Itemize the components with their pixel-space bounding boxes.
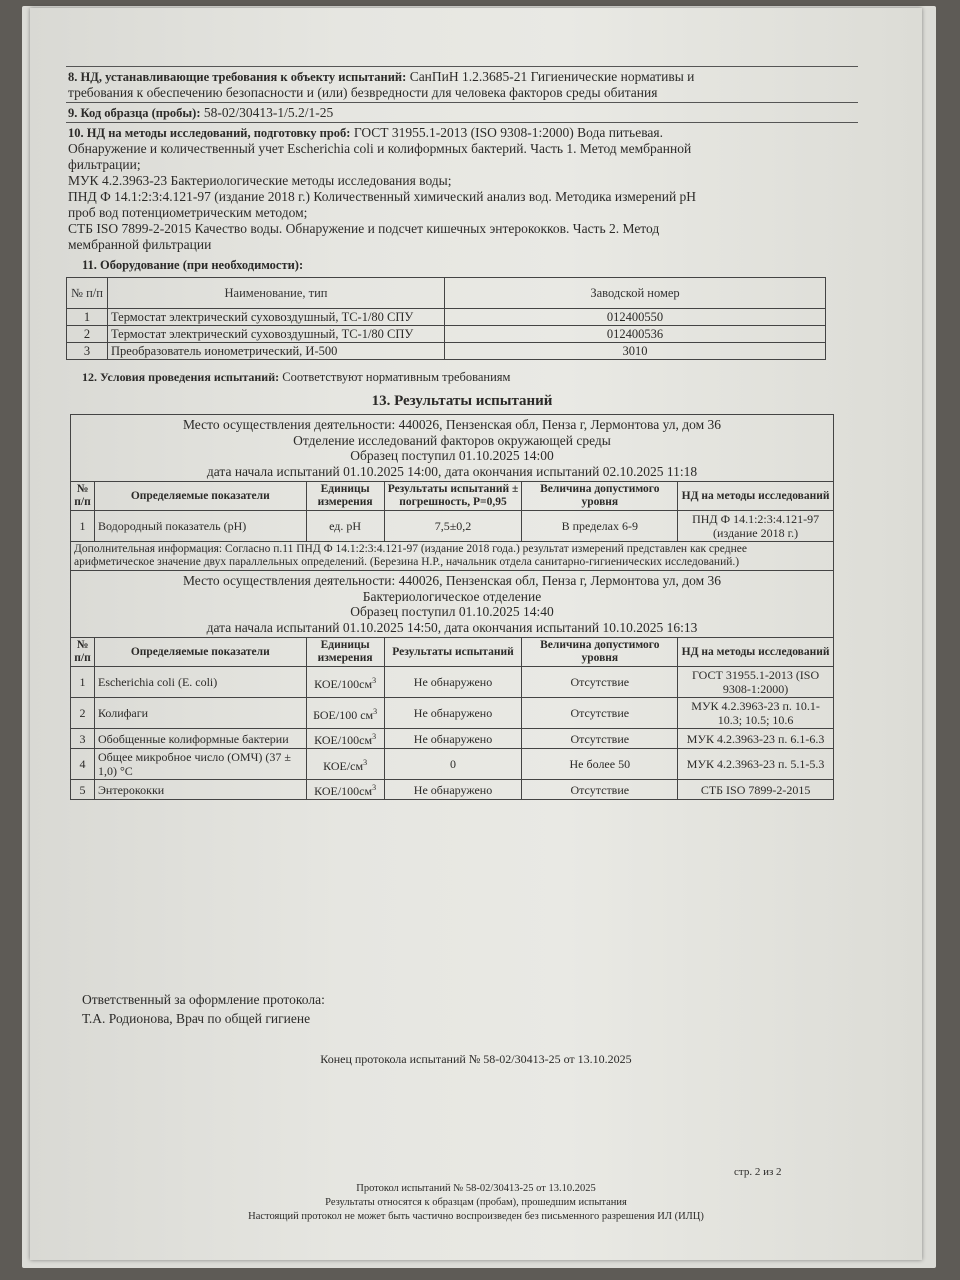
row-limit: Отсутствие: [522, 698, 678, 729]
section-10-line6: проб вод потенциометрическим методом;: [68, 205, 308, 220]
col-unit-header: Единицы измерения: [306, 638, 384, 667]
block1-column-headers: [71, 482, 834, 511]
col-num-header: № п/п: [71, 482, 95, 511]
equip-name: Преобразователь ионометрический, И-500: [108, 343, 445, 360]
block1-dept: Отделение исследований факторов окружающей среды: [293, 432, 611, 448]
document-page: [30, 8, 922, 1260]
row-result: Не обнаружено: [384, 780, 522, 800]
block1-received: Образец поступил 01.10.2025 14:00: [350, 448, 554, 463]
row-result: Не обнаружено: [384, 667, 522, 698]
row-method: МУК 4.2.3963-23 п. 6.1-6.3: [678, 729, 834, 749]
results-table: [70, 414, 834, 800]
section-13-title: 13. Результаты испытаний: [371, 393, 553, 409]
row-param: Энтерококки: [94, 780, 306, 800]
row-unit: [306, 729, 384, 749]
unit-sup: 3: [372, 783, 377, 792]
section-8-label: 8. НД, устанавливающие требования к объекту испытаний:: [68, 70, 407, 84]
block2-header: [71, 571, 834, 638]
block1-place: Место осуществления деятельности: 440026, Пензенская обл, Пенза г, Лермонтова ул, дом 36: [182, 417, 722, 432]
unit-sup: 3: [372, 675, 377, 685]
col-limit-header: Величина допустимого уровня: [522, 638, 678, 667]
footer-line3: Настоящий протокол не может быть частично воспроизведен без письменного разрешения ИЛ (ИЛЦ): [248, 1211, 704, 1222]
protocol-body: [66, 66, 858, 800]
section-9-label: 9. Код образца (пробы):: [68, 106, 201, 120]
block2-column-headers: [71, 638, 834, 667]
equip-serial: 012400550: [445, 309, 826, 326]
row-num: 1: [71, 667, 95, 698]
col-method-header: НД на методы исследований: [678, 638, 834, 667]
row-param: Водородный показатель (pH): [94, 511, 306, 542]
table-row: [67, 309, 826, 326]
unit-text: КОЕ/100см: [314, 733, 373, 747]
unit-sup: 3: [363, 757, 368, 767]
unit-sup: 3: [373, 706, 378, 716]
col-param-header: Определяемые показатели: [94, 638, 306, 667]
row-limit: Отсутствие: [522, 729, 678, 749]
table-row: [71, 780, 834, 800]
col-name-header: Наименование, тип: [108, 278, 445, 309]
equipment-header-row: [67, 278, 826, 309]
table-row: [71, 667, 834, 698]
section-9: [66, 102, 858, 122]
row-num: 1: [71, 511, 95, 542]
col-method-header: НД на методы исследований: [678, 482, 834, 511]
block1-dates: дата начала испытаний 01.10.2025 14:00, дата окончания испытаний 02.10.2025 11:18: [206, 463, 698, 479]
row-method: ГОСТ 31955.1-2013 (ISO 9308-1:2000): [678, 667, 834, 698]
row-method: МУК 4.2.3963-23 п. 5.1-5.3: [678, 749, 834, 780]
section-12: [82, 370, 858, 385]
row-num: 2: [71, 698, 95, 729]
section-10-line4: МУК 4.2.3963-23 Бактериологические методы исследования воды;: [68, 173, 452, 188]
table-row: [71, 698, 834, 729]
col-num-header: № п/п: [71, 638, 95, 667]
section-10-label: 10. НД на методы исследований, подготовку проб:: [68, 126, 351, 140]
responsible-name: Т.А. Родионова, Врач по общей гигиене: [82, 1011, 311, 1026]
block1-note: Дополнительная информация: Согласно п.11 ПНД Ф 14.1:2:3:4.121-97 (издание 2018 года.) результат измерений представлен как среднее арифметическое значение двух параллельных определений. (Березина Н.Р., начальник отдела санитарно-гигиенических исследований.): [71, 542, 834, 571]
table-row: [67, 343, 826, 360]
row-num: 3: [71, 729, 95, 749]
section-10-line5: ПНД Ф 14.1:2:3:4.121-97 (издание 2018 г.) Количественный химический анализ вод. Методика измерений pH: [68, 189, 697, 204]
section-10-line7: СТБ ISO 7899-2-2015 Качество воды. Обнаружение и подсчет кишечных энтерококков. Часть 2. Метод: [68, 221, 660, 236]
section-10-line2: Обнаружение и количественный учет Escherichia coli и колиформных бактерий. Часть 1. Метод мембранной: [68, 141, 692, 156]
block2-received: Образец поступил 01.10.2025 14:40: [350, 604, 554, 619]
row-method: МУК 4.2.3963-23 п. 10.1-10.3; 10.5; 10.6: [678, 698, 834, 729]
row-limit: Отсутствие: [522, 780, 678, 800]
row-result: Не обнаружено: [384, 698, 522, 729]
equip-num: 3: [67, 343, 108, 360]
col-result-header: Результаты испытаний: [384, 638, 522, 667]
row-result: 0: [384, 749, 522, 780]
block2-dates: дата начала испытаний 01.10.2025 14:50, дата окончания испытаний 10.10.2025 16:13: [206, 619, 698, 635]
protocol-end-text: Конец протокола испытаний № 58-02/30413-25 от 13.10.2025: [320, 1052, 632, 1066]
equip-serial: 012400536: [445, 326, 826, 343]
page-footer: [30, 1182, 922, 1224]
col-param-header: Определяемые показатели: [94, 482, 306, 511]
col-result-header: Результаты испытаний ± погрешность, P=0,95: [384, 482, 522, 511]
responsible-block: [82, 990, 325, 1028]
row-unit: ед. pH: [306, 511, 384, 542]
row-unit: [306, 667, 384, 698]
footer-line2: Результаты относятся к образцам (пробам), прошедшим испытания: [325, 1197, 627, 1208]
equip-name: Термостат электрический суховоздушный, ТС-1/80 СПУ: [108, 326, 445, 343]
row-param: Escherichia coli (E. coli): [94, 667, 306, 698]
equip-name: Термостат электрический суховоздушный, ТС-1/80 СПУ: [108, 309, 445, 326]
row-method: ПНД Ф 14.1:2:3:4.121-97 (издание 2018 г.): [678, 511, 834, 542]
row-limit: Не более 50: [522, 749, 678, 780]
unit-text: КОЕ/100см: [314, 676, 373, 691]
row-method: СТБ ISO 7899-2-2015: [678, 780, 834, 800]
row-result: 7,5±0,2: [384, 511, 522, 542]
col-num-header: № п/п: [67, 278, 108, 309]
row-param: Обобщенные колиформные бактерии: [94, 729, 306, 749]
unit-text: КОЕ/100см: [314, 784, 373, 798]
section-10: [66, 122, 858, 254]
section-8: [66, 66, 858, 102]
row-unit: [306, 698, 384, 729]
row-limit: В пределах 6-9: [522, 511, 678, 542]
sample-code: 58-02/30413-1/5.2/1-25: [203, 105, 334, 120]
section-8-text2: требования к обеспечению безопасности и (или) безвредности для человека факторов среды обитания: [68, 85, 658, 100]
col-serial-header: Заводской номер: [445, 278, 826, 309]
row-unit: [306, 780, 384, 800]
table-row: [71, 511, 834, 542]
row-unit: [306, 749, 384, 780]
block1-note-row: [71, 542, 834, 571]
section-8-text1: СанПиН 1.2.3685-21 Гигиенические нормативы и: [409, 69, 695, 84]
block1-header: [71, 415, 834, 482]
section-11-title: 11. Оборудование (при необходимости):: [82, 258, 304, 272]
block2-place: Место осуществления деятельности: 440026, Пензенская обл, Пенза г, Лермонтова ул, дом 36: [182, 573, 722, 588]
table-row: [67, 326, 826, 343]
row-num: 4: [71, 749, 95, 780]
unit-sup: 3: [372, 732, 377, 741]
row-param: Общее микробное число (ОМЧ) (37 ± 1,0) °С: [94, 749, 306, 780]
row-num: 5: [71, 780, 95, 800]
row-param: Колифаги: [94, 698, 306, 729]
col-unit-header: Единицы измерения: [306, 482, 384, 511]
table-row: [71, 749, 834, 780]
equip-serial: 3010: [445, 343, 826, 360]
row-limit: Отсутствие: [522, 667, 678, 698]
unit-text: КОЕ/см: [323, 758, 364, 773]
equip-num: 2: [67, 326, 108, 343]
block2-dept: Бактериологическое отделение: [362, 588, 542, 604]
section-10-line3: фильтрации;: [68, 157, 141, 172]
section-10-line1: ГОСТ 31955.1-2013 (ISO 9308-1:2000) Вода питьевая.: [353, 125, 663, 140]
page-number: стр. 2 из 2: [734, 1166, 782, 1178]
equipment-table: [66, 277, 826, 360]
footer-line1: Протокол испытаний № 58-02/30413-25 от 13.10.2025: [356, 1183, 596, 1194]
unit-text: БОЕ/100 см: [313, 707, 374, 722]
section-12-label: 12. Условия проведения испытаний:: [82, 370, 280, 384]
table-row: [71, 729, 834, 749]
section-10-line8: мембранной фильтрации: [68, 237, 212, 252]
section-12-text: Соответствуют нормативным требованиям: [282, 370, 511, 384]
row-result: Не обнаружено: [384, 729, 522, 749]
equip-num: 1: [67, 309, 108, 326]
responsible-label: Ответственный за оформление протокола:: [82, 992, 325, 1007]
col-limit-header: Величина допустимого уровня: [522, 482, 678, 511]
